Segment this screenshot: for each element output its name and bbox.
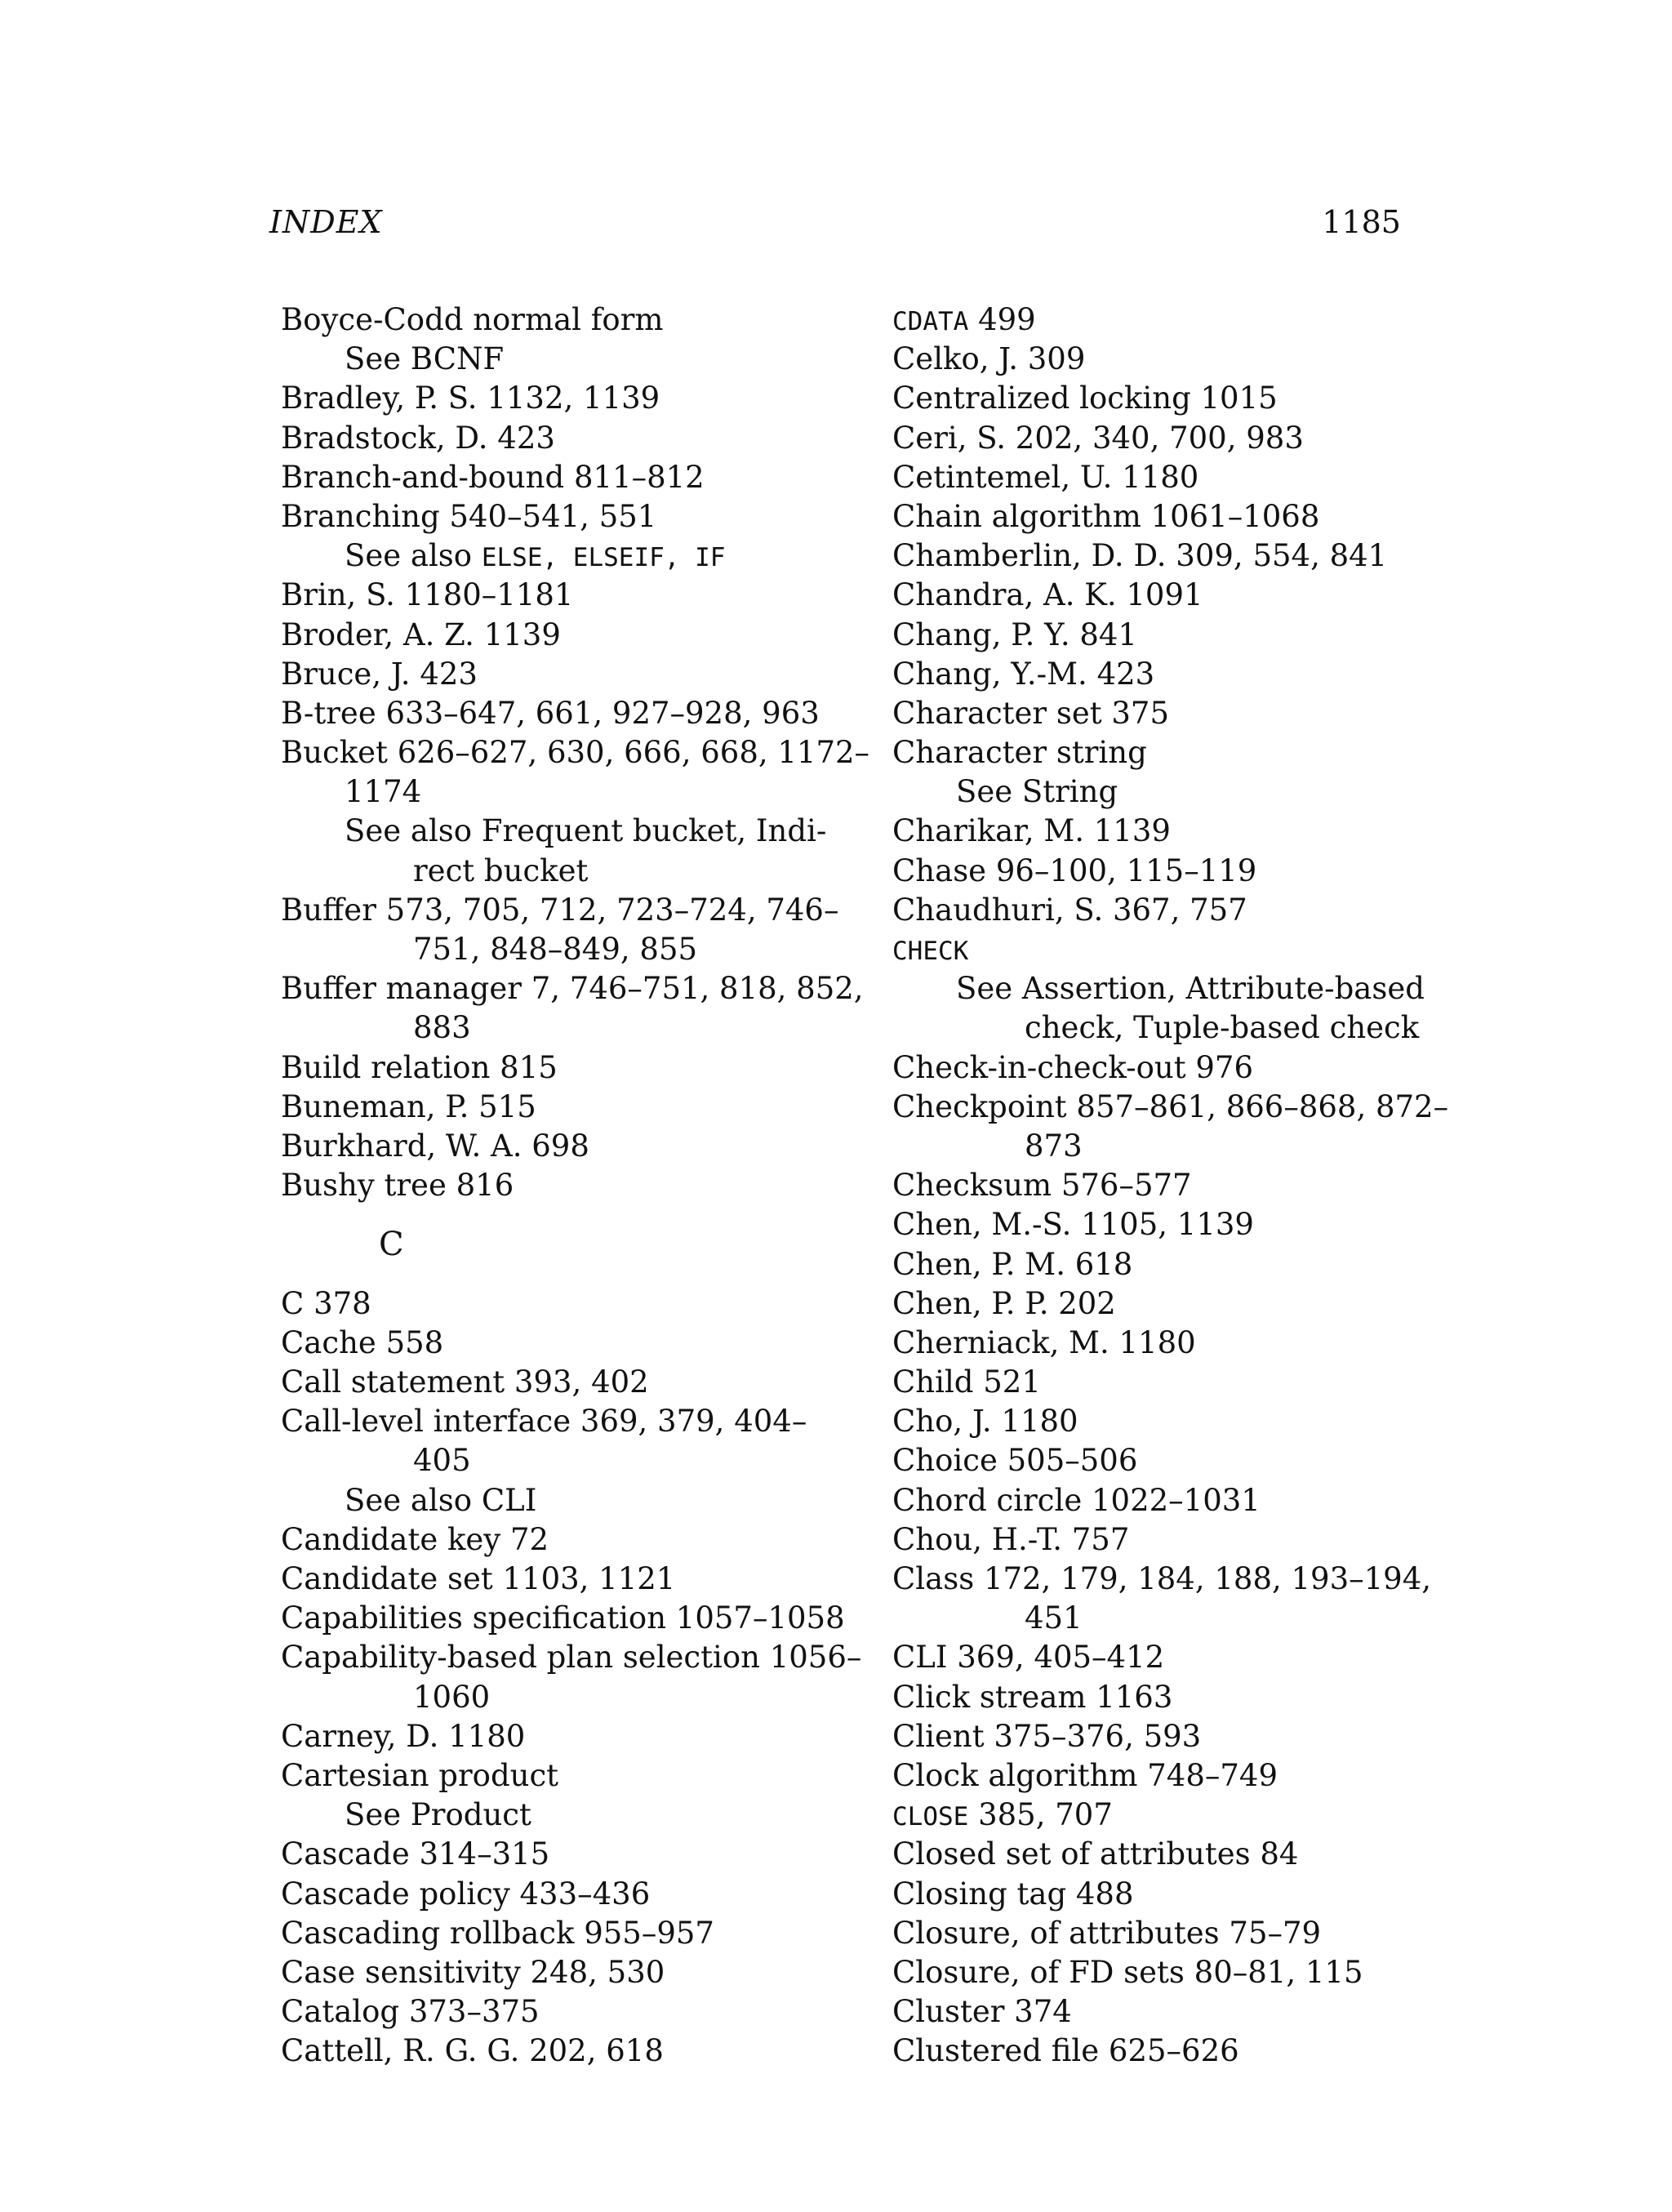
index-entry: Character set 375: [892, 695, 1170, 731]
index-entry: Celko, J. 309: [892, 341, 1086, 377]
index-entry: Brin, S. 1180–1181: [281, 577, 574, 613]
index-continuation: 751, 848–849, 855: [413, 932, 698, 967]
index-entry: Chain algorithm 1061–1068: [892, 498, 1320, 534]
index-entry: Closed set of attributes 84: [892, 1836, 1299, 1872]
index-entry: C 378: [281, 1285, 371, 1321]
index-entry: Case sensitivity 248, 530: [281, 1954, 665, 1990]
index-entry: Cherniack, M. 1180: [892, 1324, 1196, 1360]
index-subentry: See also Frequent bucket, Indi-: [345, 813, 827, 849]
index-entry: Cascade policy 433–436: [281, 1876, 651, 1912]
index-entry: Branching 540–541, 551: [281, 498, 657, 534]
index-entry: Bradley, P. S. 1132, 1139: [281, 381, 660, 416]
index-subentry: See String: [956, 774, 1118, 810]
index-entry: Check-in-check-out 976: [892, 1049, 1253, 1085]
index-entry: Closing tag 488: [892, 1876, 1134, 1912]
index-entry: Candidate key 72: [281, 1521, 549, 1557]
index-entry: Capabilities specification 1057–1058: [281, 1600, 845, 1636]
index-entry: Boyce-Codd normal form: [281, 302, 664, 337]
index-entry: Build relation 815: [281, 1049, 558, 1085]
page-header: [269, 204, 1401, 253]
index-entry: Chen, P. P. 202: [892, 1285, 1116, 1321]
index-entry: [892, 300, 1415, 340]
index-entry: Checksum 576–577: [892, 1168, 1192, 1204]
index-entry: Closure, of FD sets 80–81, 115: [892, 1954, 1363, 1990]
index-entry: [892, 1796, 1415, 1835]
index-column-left: [281, 300, 870, 2071]
index-entry-code-term: CHECK: [892, 937, 969, 966]
index-entry: Charikar, M. 1139: [892, 813, 1171, 849]
index-entry: Chord circle 1022–1031: [892, 1482, 1261, 1518]
index-entry: Branch-and-bound 811–812: [281, 459, 705, 495]
index-entry: Burkhard, W. A. 698: [281, 1128, 589, 1164]
index-continuation: 405: [413, 1443, 471, 1479]
index-continuation: 451: [1025, 1600, 1083, 1636]
index-entry: Capability-based plan selection 1056–: [281, 1640, 862, 1676]
index-entry: Chamberlin, D. D. 309, 554, 841: [892, 538, 1388, 574]
index-entry: B-tree 633–647, 661, 927–928, 963: [281, 695, 820, 731]
index-entry: Choice 505–506: [892, 1443, 1138, 1479]
index-entry: Clustered file 625–626: [892, 2033, 1239, 2069]
index-entry: Class 172, 179, 184, 188, 193–194,: [892, 1561, 1432, 1596]
index-entry: Call-level interface 369, 379, 404–: [281, 1404, 807, 1440]
index-see-also: [281, 536, 836, 576]
index-entry: Child 521: [892, 1364, 1041, 1400]
index-subentry: See Product: [345, 1797, 531, 1833]
index-entry: Bushy tree 816: [281, 1168, 514, 1204]
index-continuation: 1060: [413, 1679, 491, 1715]
index-entry: Cache 558: [281, 1324, 444, 1360]
section-letter-heading: C: [379, 1226, 404, 1264]
index-entry: Cartesian product: [281, 1757, 559, 1793]
index-entry: Bruce, J. 423: [281, 656, 478, 692]
index-entry: Closure, of attributes 75–79: [892, 1915, 1322, 1951]
index-entry: Candidate set 1103, 1121: [281, 1561, 676, 1597]
index-entry: Checkpoint 857–861, 866–868, 872–: [892, 1088, 1449, 1124]
index-subentry: 1174: [345, 774, 422, 810]
index-entry: Cluster 374: [892, 1994, 1072, 2030]
index-entry: Carney, D. 1180: [281, 1718, 526, 1754]
index-entry: Chang, P. Y. 841: [892, 616, 1137, 652]
index-continuation: rect bucket: [413, 852, 589, 888]
index-entry: Catalog 373–375: [281, 1994, 540, 2030]
index-entry: Cetintemel, U. 1180: [892, 459, 1199, 495]
index-entry: Bradstock, D. 423: [281, 420, 555, 456]
index-entry-pages: 385, 707: [968, 1797, 1113, 1833]
index-entry: Clock algorithm 748–749: [892, 1757, 1278, 1793]
index-entry: Cho, J. 1180: [892, 1404, 1078, 1440]
index-see-also-prefix: See also: [345, 538, 482, 574]
index-continuation: check, Tuple-based check: [1025, 1010, 1420, 1046]
index-continuation: 873: [1025, 1128, 1083, 1164]
index-subentry: See Assertion, Attribute-based: [956, 971, 1425, 1007]
index-entry: Chandra, A. K. 1091: [892, 577, 1203, 613]
index-entry: Chaudhuri, S. 367, 757: [892, 892, 1247, 928]
running-header-title: INDEX: [269, 204, 383, 240]
index-entry: Chen, P. M. 618: [892, 1246, 1133, 1282]
index-entry: Client 375–376, 593: [892, 1718, 1202, 1754]
index-entry: Broder, A. Z. 1139: [281, 616, 561, 652]
index-entry: Chase 96–100, 115–119: [892, 852, 1257, 888]
index-entry: Chang, Y.-M. 423: [892, 656, 1155, 692]
page-number: 1185: [1322, 204, 1401, 240]
index-entry: Chen, M.-S. 1105, 1139: [892, 1207, 1254, 1243]
index-entry: Buneman, P. 515: [281, 1088, 536, 1124]
index-entry-code-term: CDATA: [892, 307, 969, 336]
index-entry: Character string: [892, 735, 1147, 771]
index-see-also-code-terms: ELSE, ELSEIF, IF: [481, 543, 726, 573]
index-subentry: See BCNF: [345, 341, 505, 377]
index-entry: Buffer 573, 705, 712, 723–724, 746–: [281, 892, 839, 928]
index-entry-code-term: CLOSE: [892, 1802, 969, 1832]
index-entry: Ceri, S. 202, 340, 700, 983: [892, 420, 1304, 456]
index-continuation: 883: [413, 1010, 471, 1046]
index-entry: Bucket 626–627, 630, 666, 668, 1172–: [281, 735, 870, 771]
index-entry: Chou, H.-T. 757: [892, 1521, 1130, 1557]
index-entry: Buffer manager 7, 746–751, 818, 852,: [281, 971, 864, 1007]
index-entry: [892, 930, 1415, 969]
index-entry: Centralized locking 1015: [892, 381, 1278, 416]
index-entry: Click stream 1163: [892, 1679, 1173, 1715]
index-entry: Cattell, R. G. G. 202, 618: [281, 2033, 664, 2069]
index-entry: CLI 369, 405–412: [892, 1640, 1165, 1676]
index-subentry: See also CLI: [345, 1482, 537, 1518]
index-entry: Call statement 393, 402: [281, 1364, 649, 1400]
index-column-right: [892, 300, 1449, 2071]
index-entry: Cascade 314–315: [281, 1836, 550, 1872]
index-entry: Cascading rollback 955–957: [281, 1915, 714, 1951]
index-entry-pages: 499: [968, 302, 1036, 337]
